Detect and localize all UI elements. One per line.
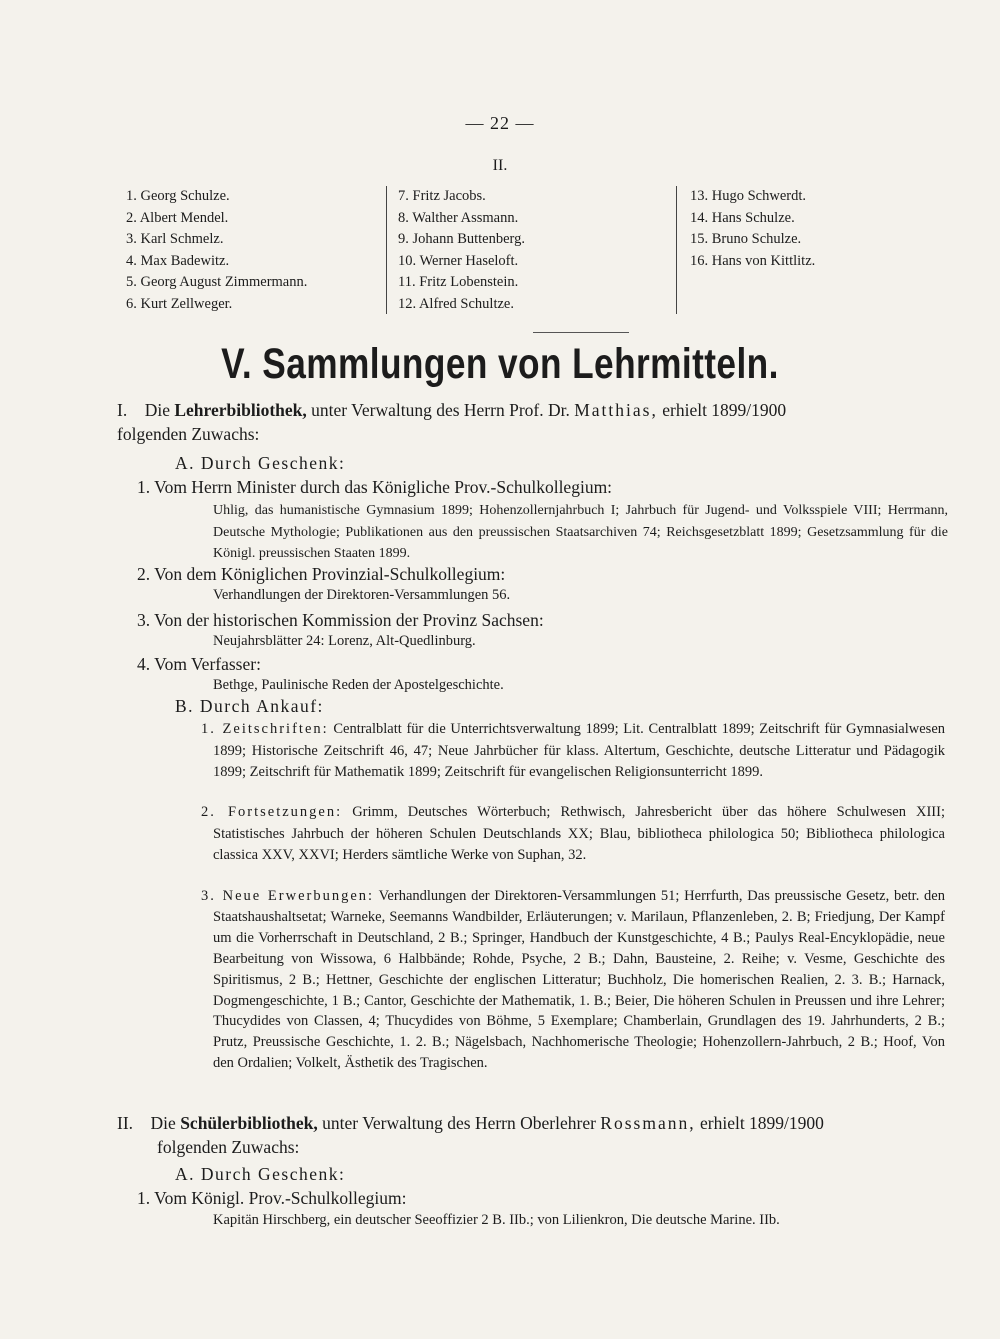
gift-text-1: Uhlig, das humanistische Gymnasium 1899; Hohenzollernjahrbuch I; Jahrbuch für Jugend- und Volksspiele VIII; Herrmann, Deutsche Mythologie; Publikationen aus den preussischen Staatsarchiven 74; Reichsgesetzblatt 1899; Gesetzsammlung für die Königl. preussischen Staaten 1899. bbox=[213, 503, 948, 561]
list-item: 13. Hugo Schwerdt. bbox=[690, 188, 806, 204]
library-name: Schülerbibliothek, bbox=[180, 1113, 318, 1133]
schueler-intro-line-2: folgenden Zuwachs: bbox=[157, 1137, 300, 1157]
lehrer-intro-line: I. Die Lehrerbibliothek, unter Verwaltung des Herrn Prof. Dr. Matthias, erhielt 1899/1900 bbox=[117, 400, 787, 420]
person-name: Rossmann, bbox=[600, 1113, 696, 1133]
list-item: 6. Kurt Zellweger. bbox=[126, 295, 233, 312]
list-item: 10. Werner Haseloft. bbox=[398, 252, 519, 269]
subheading-geschenk-2: A. Durch Geschenk: bbox=[175, 1164, 346, 1184]
section-number: II. bbox=[117, 1113, 134, 1133]
names-column-2 bbox=[398, 186, 525, 315]
gift-heading-1: 1. Vom Herrn Minister durch das Königliche Prov.-Schulkollegium: bbox=[137, 477, 613, 497]
purchase-item-1: 1. Zeitschriften: Centralblatt für die Unterrichtsverwaltung 1899; Lit. Centralblatt 1899; Zeitschrift für Gymnasialwesen 1899; Historische Zeitschrift 46, 47; Neue Jahrbücher für klass. Altertum, Geschichte, deutsche Litteratur und Pädagogik 1899; Zeitschrift für Mathematik 1899; Zeitschrift für evangelischen Religionsunterricht 1899. bbox=[201, 721, 946, 780]
purchase-item-2: 2. Fortsetzungen: Grimm, Deutsches Wörterbuch; Rethwisch, Jahresbericht über das höhere Schulwesen XIII; Statistisches Jahrbuch der höheren Schulen Deutschlands XX; Blau, bibliotheca philologica 50; Bibliotheca philologica classica XXV, XXVI; Herders sämtliche Werke von Suphan, 32. bbox=[201, 804, 945, 863]
gift-heading-schueler-1: 1. Vom Königl. Prov.-Schulkollegium: bbox=[137, 1188, 407, 1208]
gift-text-4: Bethge, Paulinische Reden der Apostelgeschichte. bbox=[213, 677, 504, 693]
list-item: 7. Fritz Jacobs. bbox=[398, 188, 486, 204]
section-divider bbox=[533, 332, 629, 333]
list-item: 16. Hans von Kittlitz. bbox=[690, 252, 816, 269]
schueler-intro-line: II. Die Schülerbibliothek, unter Verwaltung des Herrn Oberlehrer Rossmann, erhielt 1899/1900 bbox=[117, 1113, 824, 1133]
names-column-3 bbox=[690, 186, 815, 272]
subheading-geschenk: A. Durch Geschenk: bbox=[175, 453, 346, 473]
page-number: — 22 — bbox=[465, 113, 535, 133]
list-item: 12. Alfred Schultze. bbox=[398, 295, 514, 312]
library-name: Lehrerbibliothek, bbox=[174, 400, 307, 420]
gift-heading-3: 3. Von der historischen Kommission der Provinz Sachsen: bbox=[137, 610, 544, 630]
person-name: Matthias, bbox=[574, 400, 658, 420]
column-divider bbox=[386, 186, 387, 314]
lehrer-intro-line-2: folgenden Zuwachs: bbox=[117, 424, 260, 444]
list-item: 15. Bruno Schulze. bbox=[690, 231, 802, 247]
list-item: 1. Georg Schulze. bbox=[126, 188, 230, 204]
section-number: I. bbox=[117, 400, 128, 420]
purchase-item-3: 3. Neue Erwerbungen: Verhandlungen der Direktoren-Versammlungen 51; Herrfurth, Das preussische Gesetz, betr. den Staatshaushaltsetat; Warneke, Seemanns Wandbilder, Erläuterungen; v. Marilaun, Pflanzenleben, 2. B; Friedjung, Der Kampf um die Vorherrschaft in Deutschland, 2 B.; Springer, Handbuch der Kunstgeschichte, 4 B.; Paulys Real-Encyklopädie, neue Bearbeitung von Wissowa, 6 Halbbände; Rohde, Psyche, 2 B.; Dahn, Bausteine, 2. Reihe; v. Vesme, Geschichte des Spiritismus, 2 B.; Hettner, Geschichte der englischen Litteratur; Buchholz, Die homerischen Realien, 2. 3. B.; Harnack, Dogmengeschichte, 1 B.; Cantor, Geschichte der Mathematik, 1. B.; Beier, Die höheren Schulen in Preussen und ihre Lehrer; Thucydides von Classen, 4; Thucydides von Böhme, 5 Exemplare; Chamberlain, Grundlagen des 19. Jahrhunderts, 2 B.; Prutz, Preussische Geschichte, 1. 2. B.; Nägelsbach, Nachhomerische Theologie; Hohenzollern-Jahrbuch, 2 B.; Hoof, Von den Ordalien; Volkelt, Ästhetik des Tragischen. bbox=[201, 888, 945, 1072]
gift-heading-4: 4. Vom Verfasser: bbox=[137, 654, 261, 674]
list-item: 14. Hans Schulze. bbox=[690, 209, 795, 226]
gift-text-3: Neujahrsblätter 24: Lorenz, Alt-Quedlinburg. bbox=[213, 633, 476, 649]
list-item: 3. Karl Schmelz. bbox=[126, 231, 224, 247]
column-divider bbox=[676, 186, 677, 314]
gift-text-schueler-1: Kapitän Hirschberg, ein deutscher Seeoffizier 2 B. IIb.; von Lilienkron, Die deutsche Marine. IIb. bbox=[213, 1212, 780, 1228]
names-column-1 bbox=[126, 186, 307, 315]
list-item: 4. Max Badewitz. bbox=[126, 252, 230, 269]
list-heading: II. bbox=[492, 157, 508, 174]
list-item: 9. Johann Buttenberg. bbox=[398, 231, 525, 247]
gift-text-2: Verhandlungen der Direktoren-Versammlungen 56. bbox=[213, 587, 511, 603]
list-item: 8. Walther Assmann. bbox=[398, 209, 519, 226]
list-item: 2. Albert Mendel. bbox=[126, 209, 229, 226]
list-item: 5. Georg August Zimmermann. bbox=[126, 274, 308, 290]
list-item: 11. Fritz Lobenstein. bbox=[398, 274, 519, 290]
subheading-ankauf: B. Durch Ankauf: bbox=[175, 696, 324, 716]
section-title: V. Sammlungen von Lehrmitteln. bbox=[221, 340, 779, 388]
gift-heading-2: 2. Von dem Königlichen Provinzial-Schulkollegium: bbox=[137, 564, 506, 584]
